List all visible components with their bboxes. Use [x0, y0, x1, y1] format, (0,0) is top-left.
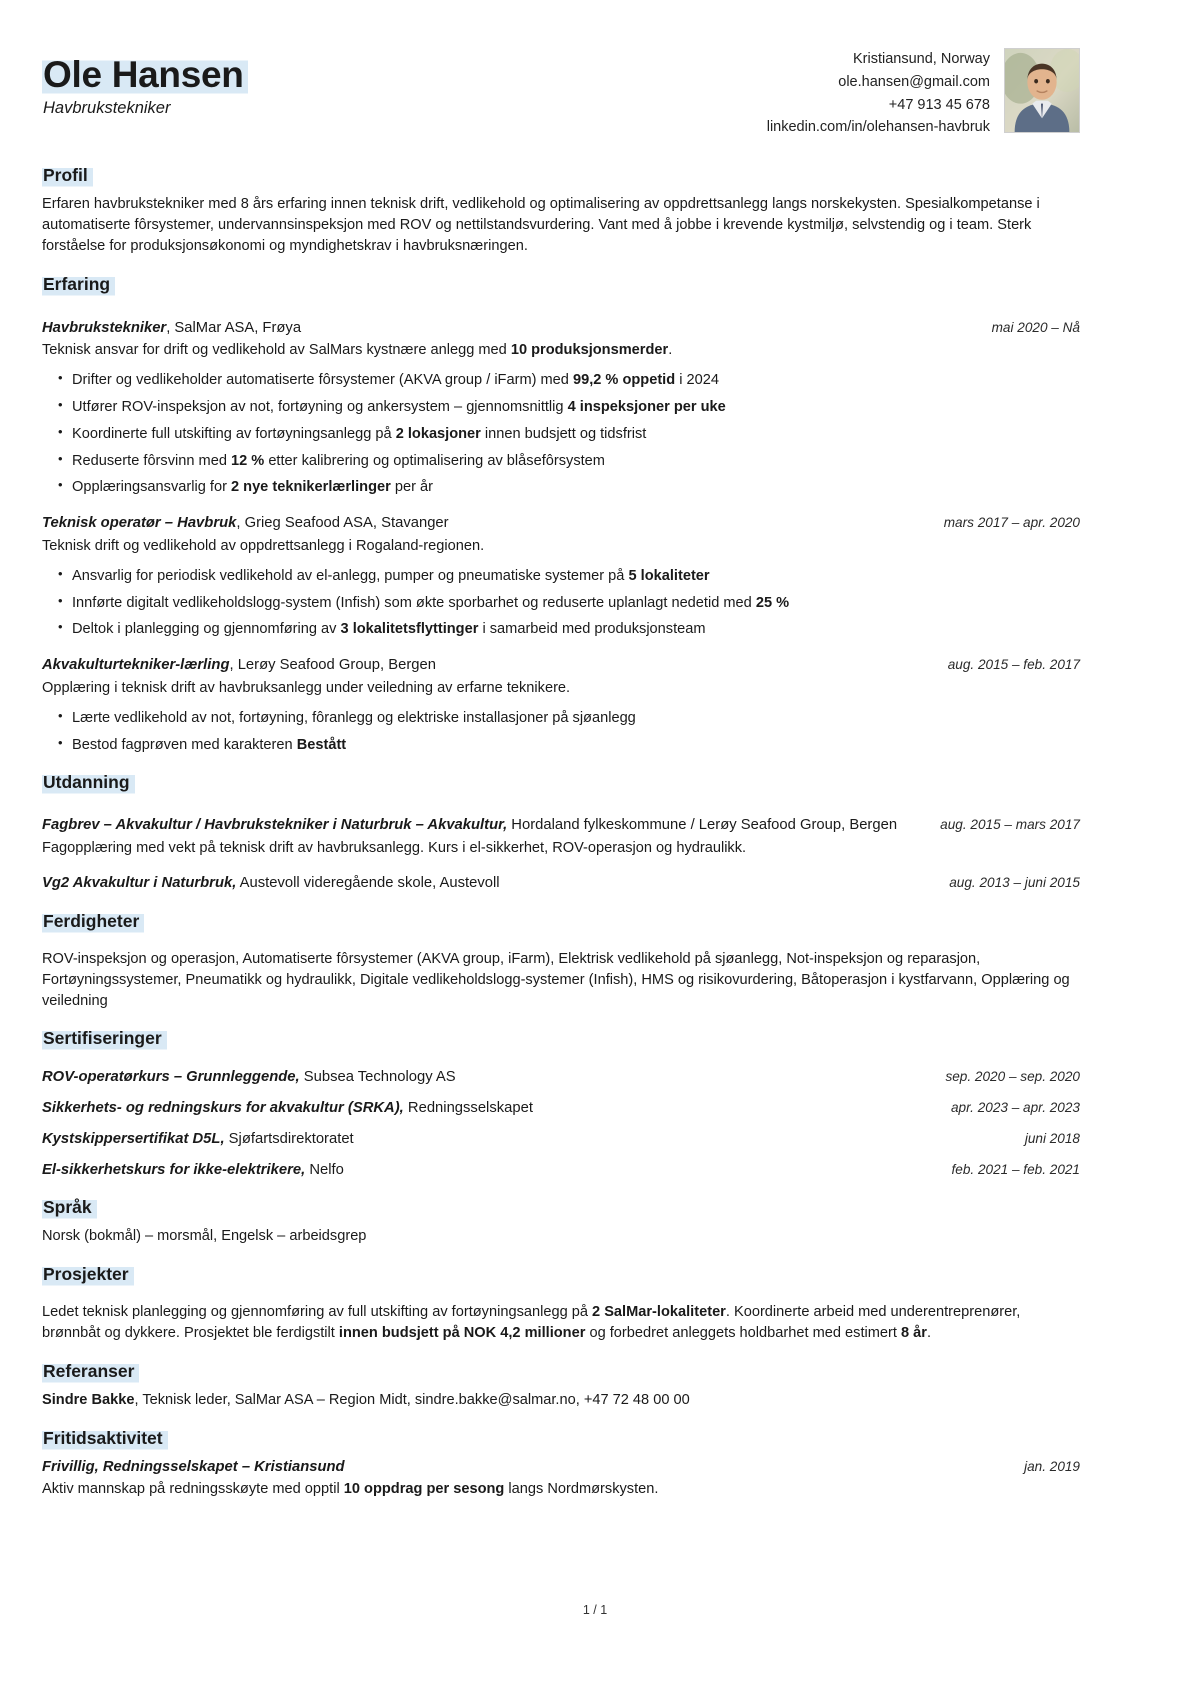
section-title-projects: Prosjekter	[42, 1264, 134, 1286]
experience-company: , SalMar ASA, Frøya	[166, 319, 302, 336]
contact-linkedin[interactable]: linkedin.com/in/olehansen-havbruk	[766, 119, 990, 136]
certification-row	[42, 1129, 1080, 1150]
section-references	[42, 1361, 1080, 1411]
experience-role: Teknisk operatør – Havbruk	[42, 515, 237, 532]
section-projects	[42, 1264, 1080, 1344]
experience-date: mars 2017 – apr. 2020	[943, 515, 1080, 531]
experience-role-line	[42, 513, 449, 534]
section-title-education: Utdanning	[42, 772, 135, 794]
experience-summary: Teknisk drift og vedlikehold av oppdrettsanlegg i Rogaland-regionen.	[42, 537, 485, 554]
portrait-photo-icon	[1005, 49, 1079, 132]
section-profile	[42, 165, 1080, 257]
profile-text: Erfaren havbrukstekniker med 8 års erfaring innen teknisk drift, vedlikehold og optimalisering av oppdrettsanlegg langs norskekysten. Spesialkompetanse i automatiserte fôrsystemer, undervannsinspeksjon med ROV og nettilstandsvurdering. Vant med å jobbe i krevende kystmiljø, selvstendig og i team. Sterk forståelse for produksjonsøkonomi og myndighetskrav i havbruksnæringen.	[42, 196, 1040, 254]
education-school: Hordaland fylkeskommune / Lerøy Seafood Group, Bergen	[507, 817, 898, 834]
certification-name-line	[42, 1098, 533, 1119]
section-experience	[42, 274, 1080, 756]
certification-issuer: Subsea Technology AS	[299, 1069, 456, 1086]
experience-entry-head	[42, 655, 1080, 676]
certification-date: juni 2018	[1024, 1130, 1080, 1146]
reference-entry	[42, 1390, 1080, 1411]
certification-name-line	[42, 1067, 456, 1088]
education-entry	[42, 873, 1080, 894]
summary-pre: Teknisk ansvar for drift og vedlikehold av SalMars kystnære anlegg med	[42, 342, 511, 359]
section-languages	[42, 1197, 1080, 1247]
list-item: • Opplæringsansvarlig for 2 nye teknikerlærlinger per år	[42, 477, 1080, 498]
certification-name: Sikkerhets- og redningskurs for akvakultur (SRKA),	[42, 1100, 404, 1117]
section-title-references: Referanser	[42, 1361, 139, 1383]
identity-block	[42, 40, 248, 118]
section-title-skills: Ferdigheter	[42, 911, 144, 933]
experience-summary: Opplæring i teknisk drift av havbruksanlegg under veiledning av erfarne teknikere.	[42, 679, 571, 696]
hobby-entry-head	[42, 1457, 1080, 1478]
certification-row	[42, 1098, 1080, 1119]
section-title-certifications: Sertifiseringer	[42, 1028, 167, 1050]
education-date: aug. 2013 – juni 2015	[949, 875, 1080, 891]
certification-name: Kystskippersertifikat D5L,	[42, 1130, 225, 1147]
contact-details	[767, 48, 990, 139]
education-entry	[42, 815, 1080, 859]
list-item: • Reduserte fôrsvinn med 12 % etter kalibrering og optimalisering av blåsefôrsystem	[42, 451, 1080, 472]
experience-date: aug. 2015 – feb. 2017	[947, 657, 1080, 673]
education-date: aug. 2015 – mars 2017	[940, 817, 1080, 833]
list-item: • Bestod fagprøven med karakteren Bestått	[42, 735, 1080, 756]
certification-issuer: Sjøfartsdirektoratet	[224, 1130, 354, 1147]
certification-name: El-sikkerhetskurs for ikke-elektrikere,	[42, 1161, 306, 1178]
section-hobby	[42, 1428, 1080, 1501]
experience-summary	[42, 340, 1080, 361]
section-education	[42, 772, 1080, 894]
experience-bullets	[42, 708, 1080, 755]
hobby-detail: Aktiv mannskap på redningsskøyte med opptil 10 oppdrag per sesong langs Nordmørskysten.	[42, 1481, 659, 1498]
section-title-profile: Profil	[42, 165, 93, 187]
hobby-role: Frivillig, Redningsselskapet – Kristiansund	[42, 1458, 345, 1475]
certification-row	[42, 1160, 1080, 1181]
hobby-role-line	[42, 1457, 345, 1478]
experience-entry-head	[42, 513, 1080, 534]
page-footer	[0, 1603, 1190, 1617]
education-entry-head	[42, 815, 1080, 836]
list-item: • Lærte vedlikehold av not, fortøyning, fôranlegg og elektriske installasjoner på sjøanlegg	[42, 708, 1080, 729]
languages-text: Norsk (bokmål) – morsmål, Engelsk – arbeidsgrep	[42, 1228, 367, 1245]
experience-date: mai 2020 – Nå	[991, 319, 1080, 335]
projects-text: Ledet teknisk planlegging og gjennomføring av full utskifting av fortøyningsanlegg på 2 SalMar-lokaliteter. Koordinerte arbeid med underentreprenører, brønnbåt og dykkere. Prosjektet ble ferdigstilt innen budsjett på NOK 4,2 millioner og forbedret anleggets holdbarhet med estimert 8 år.	[42, 1304, 1021, 1342]
certification-name: ROV-operatørkurs – Grunnleggende,	[42, 1069, 300, 1086]
contact-block	[767, 40, 1080, 139]
reference-name: Sindre Bakke	[42, 1391, 135, 1408]
section-title-languages: Språk	[42, 1197, 97, 1219]
certification-issuer: Nelfo	[305, 1161, 344, 1178]
education-degree-line	[42, 815, 897, 836]
list-item: • Utfører ROV-inspeksjon av not, fortøyning og ankersystem – gjennomsnittlig 4 inspeksjoner per uke	[42, 397, 1080, 418]
experience-role-line	[42, 318, 301, 339]
avatar	[1004, 48, 1080, 133]
experience-entry-head	[42, 318, 1080, 339]
experience-role-line	[42, 655, 436, 676]
experience-role: Akvakulturtekniker-lærling	[42, 657, 230, 674]
education-degree: Fagbrev – Akvakultur / Havbrukstekniker i Naturbruk – Akvakultur,	[42, 817, 508, 834]
section-skills	[42, 911, 1080, 1012]
contact-email[interactable]: ole.hansen@gmail.com	[838, 73, 990, 90]
summary-post: .	[668, 342, 673, 359]
experience-bullets	[42, 566, 1080, 640]
education-entry-head	[42, 873, 1080, 894]
experience-company: , Lerøy Seafood Group, Bergen	[229, 657, 436, 674]
section-certifications	[42, 1028, 1080, 1180]
education-school: Austevoll videregående skole, Austevoll	[236, 875, 500, 892]
experience-entry	[42, 318, 1080, 498]
education-degree-line	[42, 873, 500, 894]
education-detail: Fagopplæring med vekt på teknisk drift av havbruksanlegg. Kurs i el-sikkerhet, ROV-operasjon og hydraulikk.	[42, 840, 747, 857]
page-indicator: 1 / 1	[582, 1603, 608, 1617]
certification-issuer: Redningsselskapet	[403, 1100, 533, 1117]
experience-entry	[42, 655, 1080, 755]
certification-name-line	[42, 1160, 344, 1181]
reference-detail: , Teknisk leder, SalMar ASA – Region Midt, sindre.bakke@salmar.no, +47 72 48 00 00	[134, 1391, 690, 1408]
experience-bullets	[42, 370, 1080, 498]
list-item: • Drifter og vedlikeholder automatiserte fôrsystemer (AKVA group / iFarm) med 99,2 % oppetid i 2024	[42, 370, 1080, 391]
contact-location: Kristiansund, Norway	[853, 51, 990, 67]
certification-date: sep. 2020 – sep. 2020	[945, 1069, 1080, 1085]
certification-date: feb. 2021 – feb. 2021	[951, 1161, 1080, 1177]
certification-date: apr. 2023 – apr. 2023	[951, 1100, 1080, 1116]
skills-text: ROV-inspeksjon og operasjon, Automatiserte fôrsystemer (AKVA group, iFarm), Elektrisk vedlikehold på sjøanlegg, Not-inspeksjon og reparasjon, Fortøyningssystemer, Pneumatikk og hydraulikk, Digitale vedlikeholdslogg-systemer (Infish), HMS og risikovurdering, Båtoperasjon i kystfarvann, Opplæring og veiledning	[42, 950, 1070, 1009]
summary-bold: 10 produksjonsmerder	[510, 342, 669, 359]
section-title-hobby: Fritidsaktivitet	[42, 1428, 168, 1450]
certification-row	[42, 1067, 1080, 1088]
job-title: Havbrukstekniker	[43, 98, 171, 117]
list-item: • Innførte digitalt vedlikeholdslogg-system (Infish) som økte sporbarhet og reduserte uplanlagt nedetid med 25 %	[42, 593, 1080, 614]
contact-phone: +47 913 45 678	[888, 96, 990, 113]
cv-header	[42, 40, 1080, 139]
experience-company: , Grieg Seafood ASA, Stavanger	[236, 515, 449, 532]
list-item: • Deltok i planlegging og gjennomføring av 3 lokalitetsflyttinger i samarbeid med produksjonsteam	[42, 619, 1080, 640]
section-title-experience: Erfaring	[42, 274, 115, 296]
experience-role: Havbrukstekniker	[42, 319, 167, 336]
hobby-date: jan. 2019	[1024, 1458, 1080, 1474]
list-item: • Koordinerte full utskifting av fortøyningsanlegg på 2 lokasjoner innen budsjett og tidsfrist	[42, 424, 1080, 445]
certification-name-line	[42, 1129, 354, 1150]
experience-entry	[42, 513, 1080, 640]
education-degree: Vg2 Akvakultur i Naturbruk,	[42, 875, 237, 892]
list-item: • Ansvarlig for periodisk vedlikehold av el-anlegg, pumper og pneumatiske systemer på 5 lokaliteter	[42, 566, 1080, 587]
page-title: Ole Hansen	[42, 56, 248, 95]
